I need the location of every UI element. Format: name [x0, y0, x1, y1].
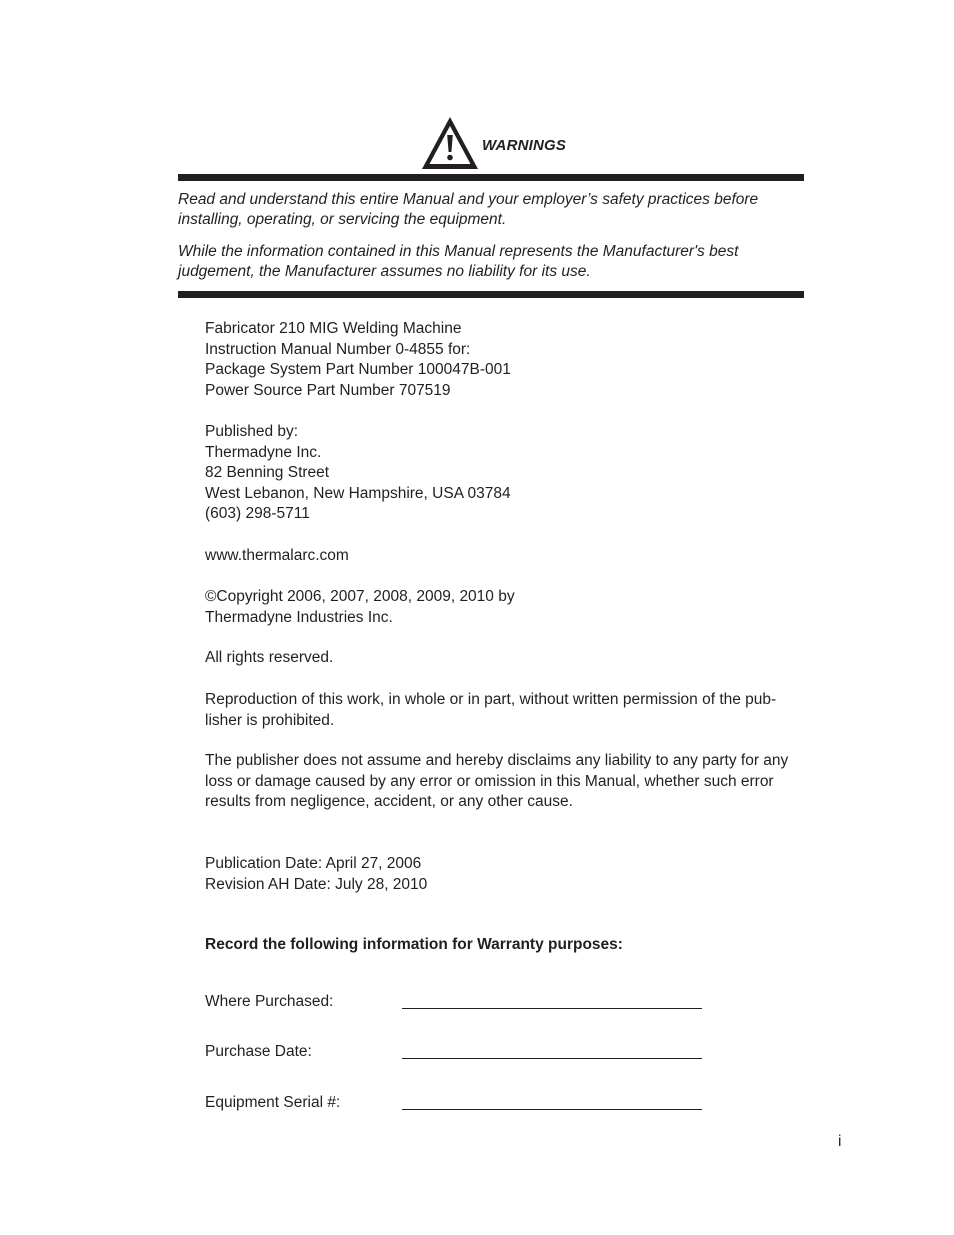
publisher-phone: (603) 298-5711: [205, 505, 310, 523]
manual-number: Instruction Manual Number 0-4855 for:: [205, 340, 471, 358]
publisher-street: 82 Benning Street: [205, 464, 330, 482]
top-divider: [178, 174, 804, 181]
purchase-date-label: Purchase Date:: [205, 1043, 312, 1060]
publisher-block: [205, 422, 795, 525]
page-number: i: [838, 1133, 842, 1150]
dates-block: [205, 854, 795, 895]
rights-reserved: All rights reserved.: [205, 649, 334, 666]
package-part-number: Package System Part Number 100047B-001: [205, 361, 511, 379]
publisher-city: West Lebanon, New Hampshire, USA 03784: [205, 484, 511, 502]
reproduction-block: [205, 690, 795, 731]
publisher-name: Thermadyne Inc.: [205, 443, 322, 461]
serial-number-blank: [402, 1109, 702, 1110]
reproduction-line-1: Reproduction of this work, in whole or in part, without written permission of the pub-: [205, 691, 777, 708]
bottom-divider: [178, 291, 804, 298]
product-name: Fabricator 210 MIG Welding Machine: [205, 320, 462, 337]
published-by-label: Published by:: [205, 423, 299, 440]
serial-number-label: Equipment Serial #:: [205, 1094, 341, 1111]
website-url: www.thermalarc.com: [205, 547, 349, 564]
power-source-part-number: Power Source Part Number 707519: [205, 381, 451, 399]
publication-date: Publication Date: April 27, 2006: [205, 855, 422, 872]
warnings-title: WARNINGS: [482, 136, 567, 154]
copyright-line-2: Thermadyne Industries Inc.: [205, 608, 393, 626]
copyright-block: [205, 587, 795, 628]
rights-block: [205, 648, 795, 669]
warranty-heading: Record the following information for Warranty purposes:: [205, 936, 623, 953]
warning-triangle-icon: [420, 116, 480, 170]
purchase-date-blank: [402, 1058, 702, 1059]
disclaimer-line-1: The publisher does not assume and hereby disclaims any liability to any party for any: [205, 752, 789, 769]
warnings-header: [420, 116, 566, 170]
reproduction-line-2: lisher is prohibited.: [205, 711, 335, 729]
warning-paragraph-1: Read and understand this entire Manual and your employer’s safety practices before installing, operating, or servicing the equipment.: [178, 191, 759, 228]
copyright-line-1: ©Copyright 2006, 2007, 2008, 2009, 2010 by: [205, 588, 515, 605]
disclaimer-block: [205, 751, 795, 813]
revision-date: Revision AH Date: July 28, 2010: [205, 875, 428, 893]
disclaimer-line-2: loss or damage caused by any error or omission in this Manual, whether such error: [205, 772, 774, 790]
where-purchased-blank: [402, 1008, 702, 1009]
disclaimer-line-3: results from negligence, accident, or any other cause.: [205, 793, 573, 811]
product-info-block: [205, 319, 795, 401]
website-block: [205, 546, 795, 567]
warning-paragraph-2: While the information contained in this Manual represents the Manufacturer's best judgement, the Manufacturer assumes no liability for its use.: [178, 243, 739, 280]
where-purchased-label: Where Purchased:: [205, 993, 334, 1010]
